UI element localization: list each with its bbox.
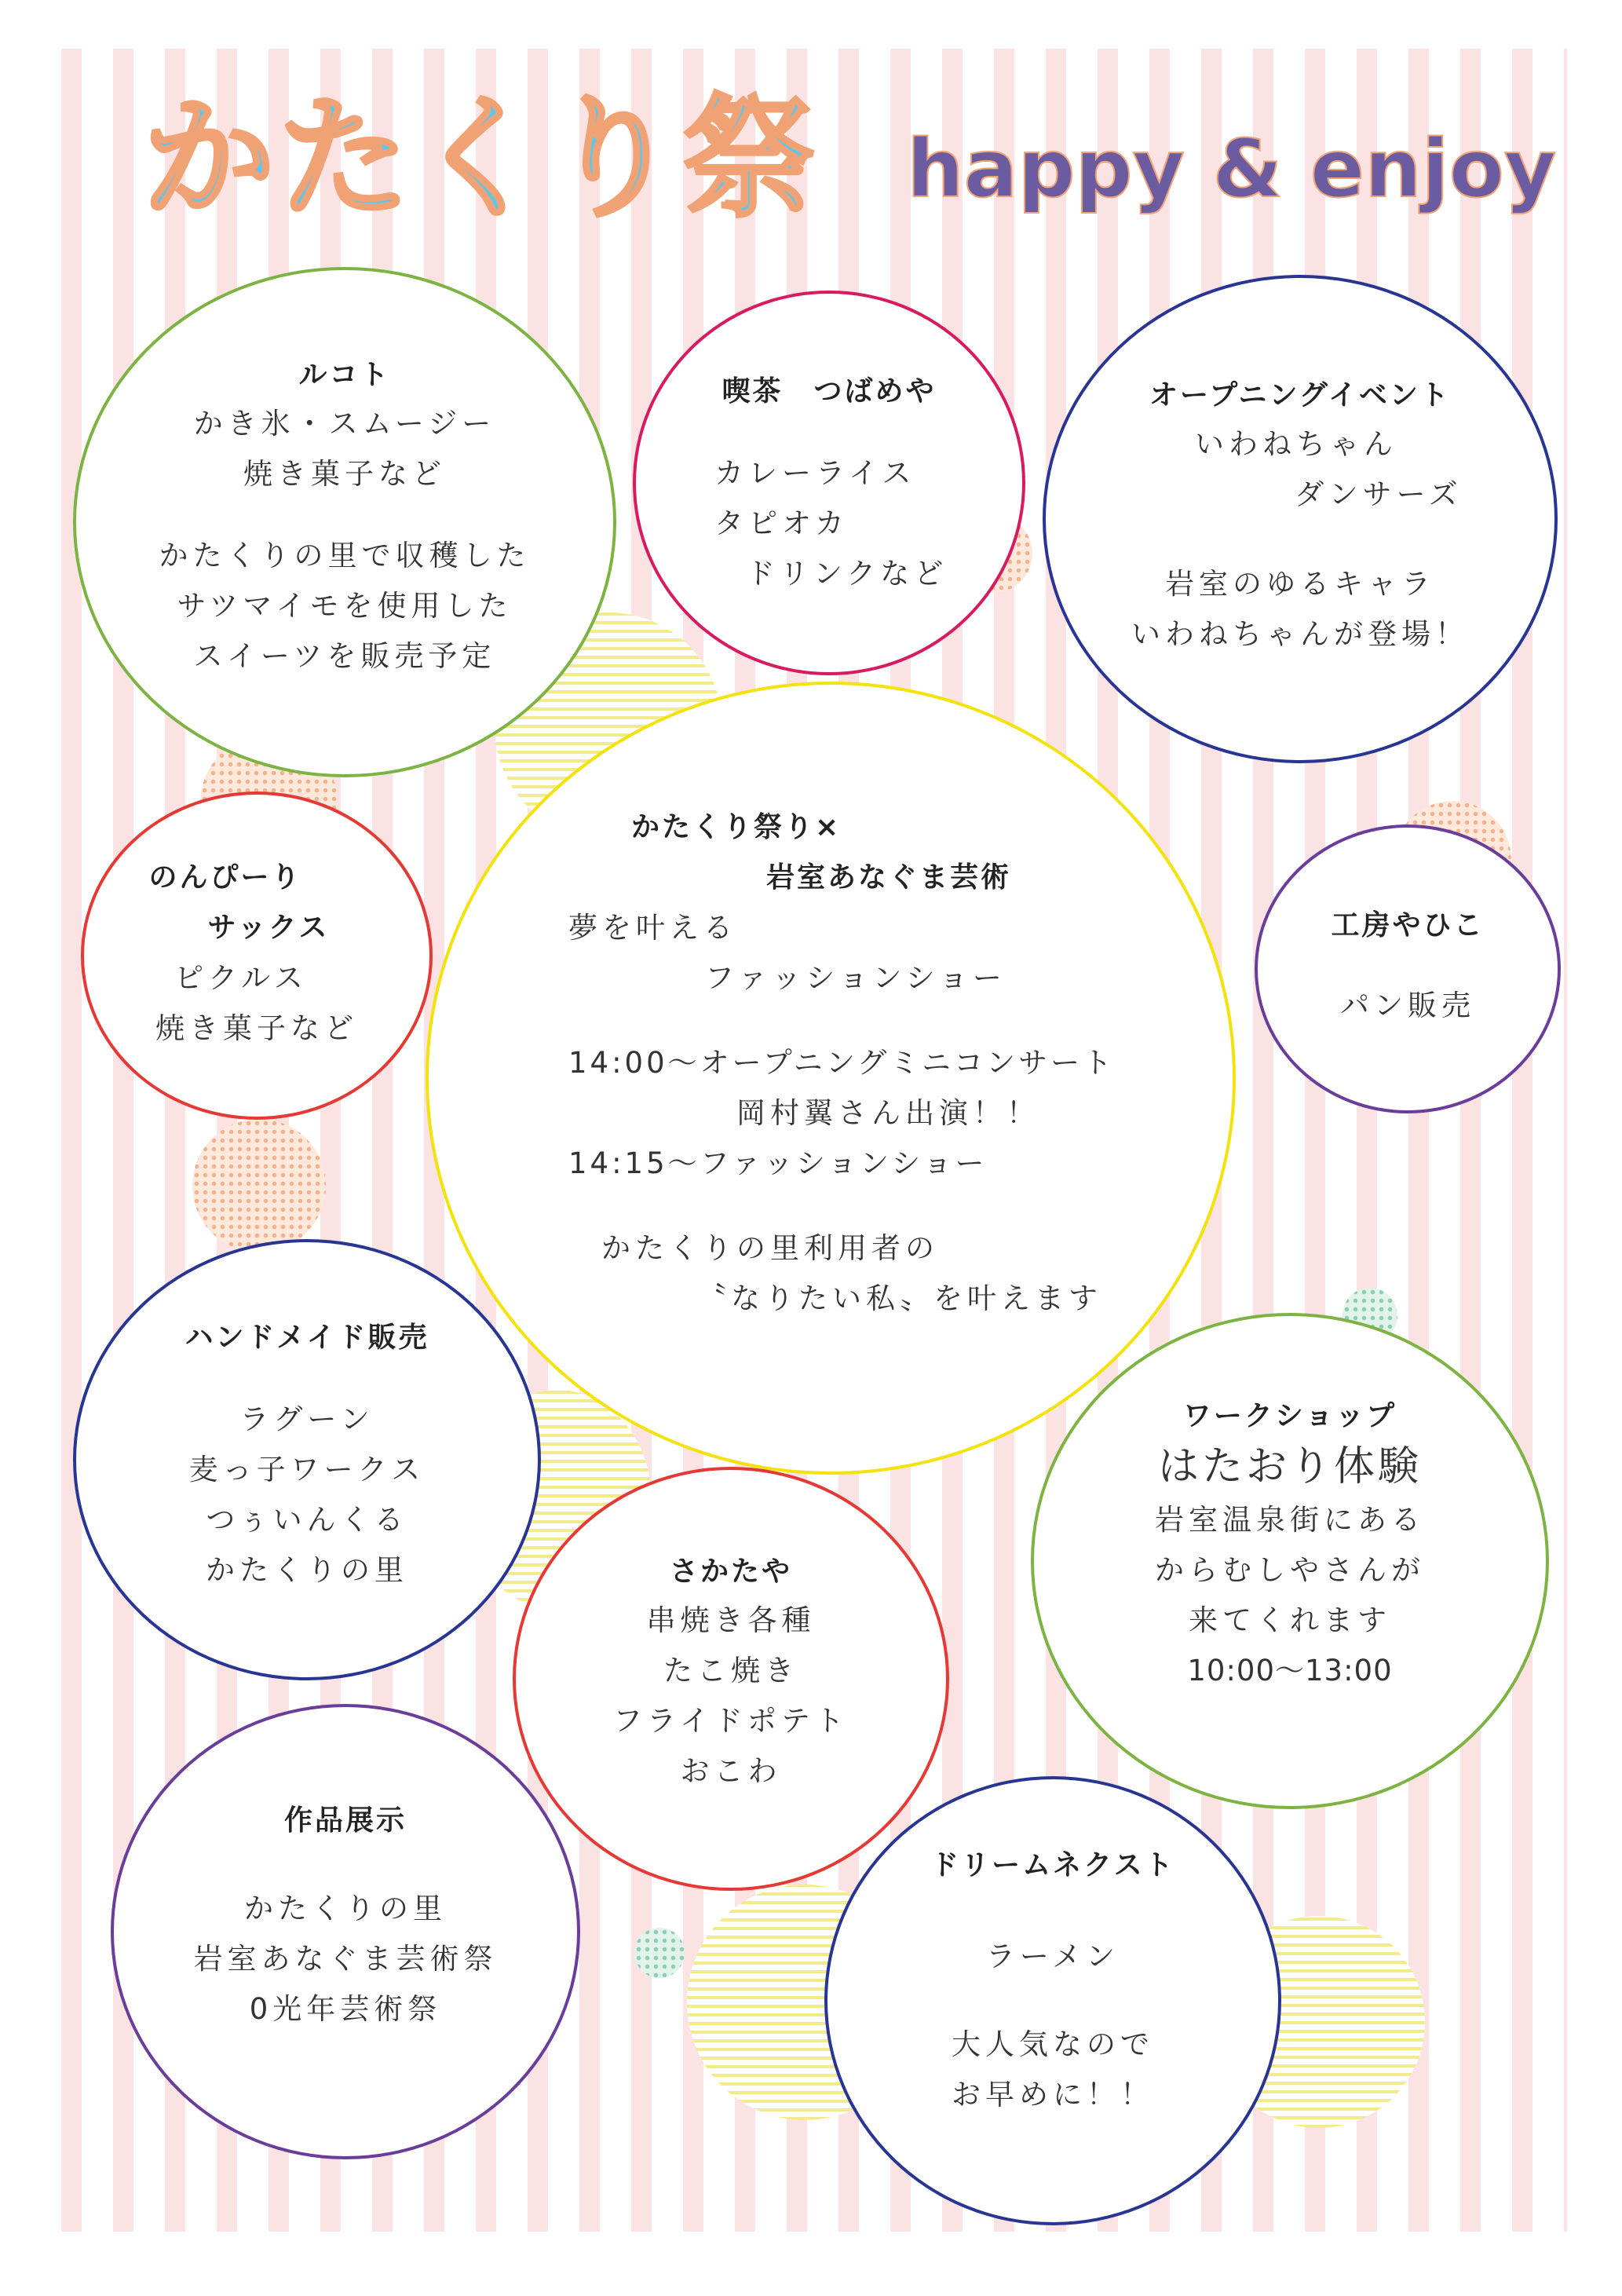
booth-line: たこ焼き bbox=[663, 1654, 798, 1687]
booth-name: ドリームネクスト bbox=[930, 1849, 1175, 1881]
booth-nonpiri-sax bbox=[81, 792, 433, 1120]
booth-line: ファッションショー bbox=[705, 961, 1006, 995]
booth-line: 麦っ子ワークス bbox=[188, 1453, 426, 1486]
booth-line: スイーツを販売予定 bbox=[193, 639, 496, 673]
booth-tsubameya bbox=[633, 291, 1025, 675]
booth-line: 夢を叶える bbox=[568, 911, 737, 945]
booth-name: 工房やひこ bbox=[1331, 909, 1485, 941]
poster-title: かたくり祭 bbox=[143, 82, 818, 236]
booth-line: 大人気なので bbox=[952, 2027, 1154, 2061]
booth-line: 14:15～ファッションショー bbox=[568, 1146, 988, 1180]
booth-line: かき氷・スムージー bbox=[193, 407, 496, 441]
booth-line: いわねちゃん bbox=[1195, 427, 1397, 461]
booth-name: 作品展示 bbox=[283, 1804, 407, 1837]
booth-name: オープニングイベント bbox=[1149, 379, 1451, 411]
booth-line: 岡村翼さん出演！！ bbox=[736, 1096, 1040, 1130]
booth-name: かたくり祭り× bbox=[631, 811, 842, 843]
booth-sakataya bbox=[513, 1467, 949, 1891]
booth-line: ダンサーズ bbox=[1295, 477, 1463, 511]
booth-line: 焼き菓子など bbox=[155, 1011, 358, 1045]
booth-line: フライドポテト bbox=[613, 1704, 849, 1738]
booth-name: ハンドメイド販売 bbox=[184, 1322, 429, 1354]
booth-line: いわねちゃんが登場！ bbox=[1131, 617, 1469, 651]
booth-line: 岩室のゆるキャラ bbox=[1165, 567, 1435, 601]
booth-line: かたくりの里利用者の bbox=[601, 1231, 939, 1265]
booth-line: ドリンクなど bbox=[746, 557, 948, 590]
booth-line: タピオカ bbox=[714, 506, 849, 540]
booth-name: さかたや bbox=[669, 1556, 792, 1588]
booth-line: サツマイモを使用した bbox=[177, 589, 513, 623]
booth-name: ルコト bbox=[298, 359, 391, 391]
booth-line: パン販売 bbox=[1340, 989, 1475, 1022]
booth-name: 喫茶 つばめや bbox=[721, 375, 937, 408]
booth-line: ピクルス bbox=[174, 961, 308, 995]
booth-rukoto bbox=[73, 267, 616, 777]
booth-name: サックス bbox=[207, 912, 330, 944]
booth-line: 0光年芸術祭 bbox=[249, 1992, 442, 2026]
booth-line: かたくりの里 bbox=[206, 1553, 408, 1587]
booth-workshop bbox=[1031, 1313, 1549, 1809]
booth-yahiko bbox=[1255, 824, 1561, 1113]
booth-line: かたくりの里で収穫した bbox=[159, 539, 531, 572]
booth-name: のんぴーり bbox=[148, 861, 302, 894]
workshop-headline: はたおり体験 bbox=[1157, 1443, 1422, 1490]
booth-line: カレーライス bbox=[714, 456, 916, 490]
decor-dot-circle bbox=[634, 1928, 685, 1978]
booth-line: 〝なりたい私〟を叶えます bbox=[697, 1281, 1102, 1315]
booth-line: お早めに！！ bbox=[952, 2078, 1154, 2111]
decor-dot-circle bbox=[192, 1119, 326, 1252]
booth-line: ラグーン bbox=[239, 1402, 374, 1436]
booth-line: 14:00～オープニングミニコンサート bbox=[568, 1046, 1116, 1080]
booth-line: ラーメン bbox=[985, 1940, 1120, 1973]
booth-line: つぅいんくる bbox=[206, 1503, 408, 1537]
booth-opening-event bbox=[1043, 275, 1558, 763]
booth-handmade bbox=[73, 1239, 541, 1680]
booth-name: 岩室あなぐま芸術 bbox=[766, 861, 1012, 894]
booth-line: からむしやさんが bbox=[1155, 1553, 1425, 1587]
booth-dream-next bbox=[824, 1776, 1281, 2225]
booth-fashion-show bbox=[426, 682, 1236, 1475]
booth-line: 岩室あなぐま芸術祭 bbox=[193, 1942, 498, 1976]
poster-subtitle: happy & enjoy bbox=[907, 122, 1557, 216]
booth-line: 焼き菓子など bbox=[243, 457, 446, 491]
booth-exhibit bbox=[111, 1704, 580, 2159]
booth-line: おこわ bbox=[680, 1754, 782, 1788]
booth-name: ワークショップ bbox=[1182, 1400, 1397, 1432]
booth-time: 10:00～13:00 bbox=[1187, 1654, 1393, 1687]
booth-line: 岩室温泉街にある bbox=[1155, 1503, 1425, 1537]
booth-line: 来てくれます bbox=[1189, 1603, 1391, 1637]
booth-line: かたくりの里 bbox=[244, 1892, 447, 1925]
booth-line: 串焼き各種 bbox=[646, 1603, 816, 1637]
